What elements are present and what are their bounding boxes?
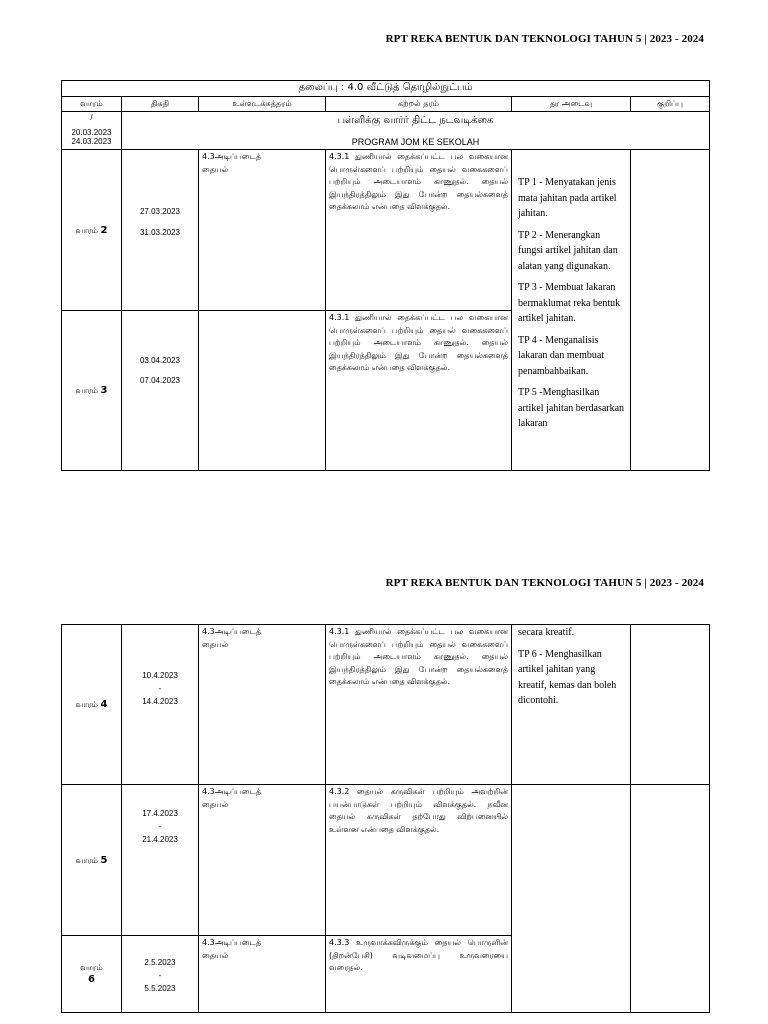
lesson-plan-table-1 xyxy=(61,80,710,471)
week-cell: வாரம் 5 xyxy=(62,785,122,936)
page-header: RPT REKA BENTUK DAN TEKNOLOGI TAHUN 5 | 2023 - 2024 xyxy=(385,33,704,45)
learning-standard: 4.3.1 துணியால் தைக்கப்பட்ட பல வகையான பொருள்களைப் பற்றியும் தையல் வகைகளைப் பற்றியும் அடையாளம் காணுதல். தையல் இயந்திரத்திலும் இது போன்ற தையல்களைத் தைக்கலாம் என்பதை விளக்குதல். xyxy=(326,625,512,785)
week-cell: வாரம் 4 xyxy=(62,625,122,785)
learning-standard: 4.3.1 துணியால் தைக்கப்பட்ட பல வகையான பொருள்களைப் பற்றியும் தையல் வகைகளைப் பற்றியும் அடையாளம் காணுதல். தையல் இயந்திரத்திலும் இது போன்ற தையல்களைத் தைக்கலாம் என்பதை விளக்குதல். xyxy=(326,150,512,311)
date-cell: 10.4.2023 - 14.4.2023 xyxy=(122,625,199,785)
week-cell: வாரம் 3 xyxy=(62,311,122,471)
content-standard: 4.3அடிப்படைத் தையல் xyxy=(199,785,326,936)
special-program-cell xyxy=(122,112,710,150)
col-notes: குறிப்பு xyxy=(631,97,710,112)
special-program-row xyxy=(62,112,710,150)
content-standard xyxy=(199,311,326,471)
topic-title: தலைப்பு : 4.0 வீட்டுத் தொழில்நுட்பம் xyxy=(62,81,710,97)
col-learning-standard: கற்றல் தரம் xyxy=(326,97,512,112)
table-row xyxy=(62,150,710,311)
notes-cell xyxy=(631,150,710,471)
table-row xyxy=(62,785,710,936)
page-header: RPT REKA BENTUK DAN TEKNOLOGI TAHUN 5 | 2023 - 2024 xyxy=(385,577,704,589)
performance-levels-empty xyxy=(512,785,631,1013)
table-row xyxy=(62,625,710,785)
date-cell: 17.4.2023 - 21.4.2023 xyxy=(122,785,199,936)
learning-standard: 4.3.2 தையல் கருவிகள் பற்றியும் அவற்றின் பயன்பாடுகள் பற்றியும் விளக்குதல். நவீன தையல் கருவிகள் தற்போது விற்பனையில் உள்ளன என்பதை விளக்குதல். xyxy=(326,785,512,936)
col-content-standard: உள்ளடக்கத்தரம் xyxy=(199,97,326,112)
learning-standard: 4.3.1 துணியால் தைக்கப்பட்ட பல வகையான பொருள்களைப் பற்றியும் தையல் வகைகளைப் பற்றியும் அடையாளம் காணுதல். தையல் இயந்திரத்திலும் இது போன்ற தையல்களைத் தைக்கலாம் என்பதை விளக்குதல். xyxy=(326,311,512,471)
date-cell: 2.5.2023 - 5.5.2023 xyxy=(122,936,199,1013)
week-cell: வாரம் 6 xyxy=(62,936,122,1013)
date-cell: 27.03.2023 31.03.2023 xyxy=(122,150,199,311)
date-cell: 03.04.2023 07.04.2023 xyxy=(122,311,199,471)
special-dates: / 20.03.2023 24.03.2023 xyxy=(62,112,122,150)
week-cell: வாரம் 2 xyxy=(62,150,122,311)
lesson-plan-table-2 xyxy=(61,624,710,1013)
special-program-name: PROGRAM JOM KE SEKOLAH xyxy=(351,137,480,147)
column-header-row xyxy=(62,97,710,112)
notes-cell xyxy=(631,785,710,1013)
special-program-title: பள்ளிக்கு வார்ர் திட்ட நடவடிக்கை xyxy=(337,115,494,126)
performance-levels: TP 1 - Menyatakan jenis mata jahitan pada artikel jahitan. TP 2 - Menerangkan fungsi artikel jahitan dan alatan yang digunakan. TP 3 - Membuat lakaran bermaklumat reka bentuk artikel jahitan. TP 4 - Menganalisis lakaran dan membuat penambahbaikan. TP 5 -Menghasilkan artikel jahitan berdasarkan lakaran xyxy=(512,150,631,471)
content-standard: 4.3அடிப்படைத் தையல் xyxy=(199,625,326,785)
notes-cell xyxy=(631,625,710,785)
content-standard: 4.3அடிப்படைத் தையல் xyxy=(199,150,326,311)
learning-standard: 4.3.3 உருவாக்கவிருக்கும் தையல் பொருளின் (திறன்பேசி) வடிவமைப்பு உருவரையை வரைதல். xyxy=(326,936,512,1013)
col-week: வாரம் xyxy=(62,97,122,112)
col-date: திகதி xyxy=(122,97,199,112)
content-standard: 4.3அடிப்படைத் தையல் xyxy=(199,936,326,1013)
performance-levels: secara kreatif. TP 6 - Menghasilkan artikel jahitan yang kreatif, kemas dan boleh dicontohi. xyxy=(512,625,631,785)
col-performance-level: தர அடைவு xyxy=(512,97,631,112)
